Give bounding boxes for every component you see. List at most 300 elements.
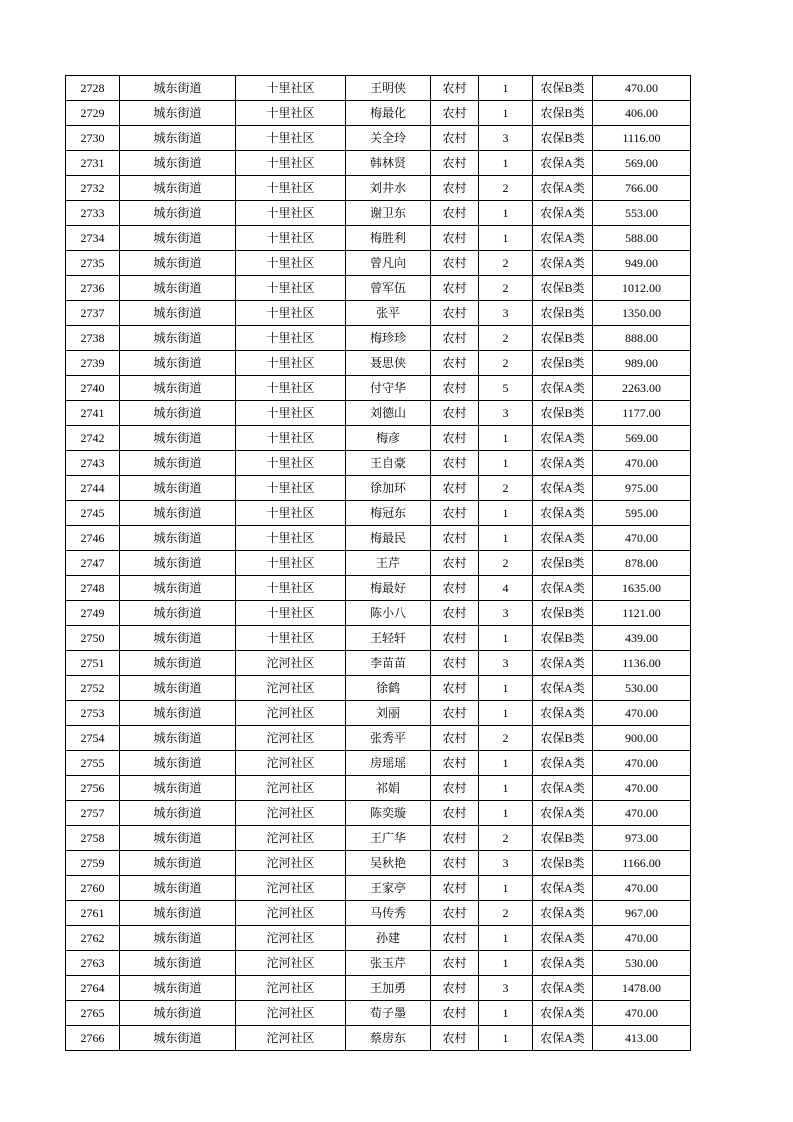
- cell-serial: 2761: [66, 901, 120, 926]
- cell-count: 1: [479, 951, 533, 976]
- cell-count: 1: [479, 876, 533, 901]
- cell-street: 城东街道: [120, 776, 236, 801]
- cell-community: 沱河社区: [236, 851, 346, 876]
- cell-name: 梅胜利: [346, 226, 431, 251]
- cell-insurance-type: 农保A类: [533, 151, 593, 176]
- cell-count: 1: [479, 226, 533, 251]
- cell-serial: 2744: [66, 476, 120, 501]
- cell-insurance-type: 农保B类: [533, 101, 593, 126]
- table-row: [66, 251, 691, 276]
- cell-amount: 588.00: [593, 226, 691, 251]
- cell-insurance-type: 农保B类: [533, 276, 593, 301]
- cell-community: 沱河社区: [236, 751, 346, 776]
- cell-name: 王芹: [346, 551, 431, 576]
- cell-amount: 470.00: [593, 1001, 691, 1026]
- cell-street: 城东街道: [120, 501, 236, 526]
- cell-community: 十里社区: [236, 76, 346, 101]
- records-table: [65, 75, 691, 1051]
- cell-category: 农村: [431, 526, 479, 551]
- table-row: [66, 376, 691, 401]
- cell-amount: 1136.00: [593, 651, 691, 676]
- table-row: [66, 1001, 691, 1026]
- cell-name: 梅冠东: [346, 501, 431, 526]
- cell-category: 农村: [431, 176, 479, 201]
- cell-insurance-type: 农保A类: [533, 926, 593, 951]
- cell-amount: 900.00: [593, 726, 691, 751]
- table-row: [66, 76, 691, 101]
- table-row: [66, 576, 691, 601]
- cell-count: 1: [479, 1001, 533, 1026]
- table-row: [66, 526, 691, 551]
- cell-serial: 2754: [66, 726, 120, 751]
- cell-category: 农村: [431, 851, 479, 876]
- cell-count: 2: [479, 176, 533, 201]
- cell-count: 1: [479, 101, 533, 126]
- cell-serial: 2742: [66, 426, 120, 451]
- cell-count: 3: [479, 126, 533, 151]
- cell-category: 农村: [431, 301, 479, 326]
- cell-amount: 1116.00: [593, 126, 691, 151]
- cell-street: 城东街道: [120, 651, 236, 676]
- table-row: [66, 126, 691, 151]
- cell-amount: 530.00: [593, 676, 691, 701]
- cell-category: 农村: [431, 751, 479, 776]
- cell-street: 城东街道: [120, 401, 236, 426]
- cell-insurance-type: 农保B类: [533, 551, 593, 576]
- table-row: [66, 426, 691, 451]
- cell-name: 徐鹤: [346, 676, 431, 701]
- cell-insurance-type: 农保B类: [533, 626, 593, 651]
- cell-category: 农村: [431, 201, 479, 226]
- cell-amount: 766.00: [593, 176, 691, 201]
- cell-count: 1: [479, 1026, 533, 1051]
- table-row: [66, 676, 691, 701]
- cell-category: 农村: [431, 576, 479, 601]
- table-row: [66, 551, 691, 576]
- cell-insurance-type: 农保B类: [533, 851, 593, 876]
- cell-name: 王轻轩: [346, 626, 431, 651]
- cell-community: 十里社区: [236, 626, 346, 651]
- cell-category: 农村: [431, 276, 479, 301]
- cell-name: 梅最化: [346, 101, 431, 126]
- cell-community: 十里社区: [236, 451, 346, 476]
- cell-serial: 2753: [66, 701, 120, 726]
- cell-name: 谢卫东: [346, 201, 431, 226]
- cell-serial: 2747: [66, 551, 120, 576]
- cell-community: 沱河社区: [236, 926, 346, 951]
- table-row: [66, 151, 691, 176]
- cell-category: 农村: [431, 826, 479, 851]
- cell-category: 农村: [431, 726, 479, 751]
- cell-community: 十里社区: [236, 501, 346, 526]
- cell-count: 1: [479, 926, 533, 951]
- cell-serial: 2748: [66, 576, 120, 601]
- cell-amount: 1177.00: [593, 401, 691, 426]
- cell-count: 5: [479, 376, 533, 401]
- table-row: [66, 476, 691, 501]
- cell-count: 3: [479, 301, 533, 326]
- cell-serial: 2765: [66, 1001, 120, 1026]
- cell-street: 城东街道: [120, 676, 236, 701]
- cell-amount: 470.00: [593, 876, 691, 901]
- cell-amount: 595.00: [593, 501, 691, 526]
- cell-street: 城东街道: [120, 576, 236, 601]
- cell-category: 农村: [431, 776, 479, 801]
- cell-serial: 2730: [66, 126, 120, 151]
- cell-insurance-type: 农保B类: [533, 401, 593, 426]
- cell-community: 沱河社区: [236, 726, 346, 751]
- cell-insurance-type: 农保A类: [533, 701, 593, 726]
- cell-count: 4: [479, 576, 533, 601]
- table-row: [66, 401, 691, 426]
- cell-community: 沱河社区: [236, 976, 346, 1001]
- cell-insurance-type: 农保B类: [533, 126, 593, 151]
- cell-category: 农村: [431, 651, 479, 676]
- table-row: [66, 351, 691, 376]
- cell-count: 2: [479, 251, 533, 276]
- cell-insurance-type: 农保A类: [533, 876, 593, 901]
- cell-community: 沱河社区: [236, 1001, 346, 1026]
- cell-street: 城东街道: [120, 426, 236, 451]
- cell-name: 李苗苗: [346, 651, 431, 676]
- table-row: [66, 801, 691, 826]
- cell-serial: 2733: [66, 201, 120, 226]
- cell-name: 王明侠: [346, 76, 431, 101]
- cell-count: 2: [479, 726, 533, 751]
- cell-community: 沱河社区: [236, 876, 346, 901]
- table-row: [66, 926, 691, 951]
- table-row: [66, 301, 691, 326]
- cell-insurance-type: 农保A类: [533, 1001, 593, 1026]
- cell-insurance-type: 农保A类: [533, 201, 593, 226]
- cell-category: 农村: [431, 601, 479, 626]
- cell-street: 城东街道: [120, 551, 236, 576]
- cell-community: 十里社区: [236, 576, 346, 601]
- cell-street: 城东街道: [120, 276, 236, 301]
- cell-name: 陈奕璇: [346, 801, 431, 826]
- cell-amount: 470.00: [593, 76, 691, 101]
- cell-serial: 2750: [66, 626, 120, 651]
- cell-insurance-type: 农保A类: [533, 676, 593, 701]
- cell-community: 十里社区: [236, 551, 346, 576]
- cell-amount: 1012.00: [593, 276, 691, 301]
- cell-count: 2: [479, 276, 533, 301]
- table-row: [66, 876, 691, 901]
- cell-count: 1: [479, 501, 533, 526]
- cell-count: 3: [479, 976, 533, 1001]
- cell-insurance-type: 农保A类: [533, 1026, 593, 1051]
- cell-count: 3: [479, 601, 533, 626]
- cell-category: 农村: [431, 76, 479, 101]
- cell-amount: 1350.00: [593, 301, 691, 326]
- cell-serial: 2766: [66, 1026, 120, 1051]
- cell-count: 1: [479, 426, 533, 451]
- cell-amount: 439.00: [593, 626, 691, 651]
- cell-category: 农村: [431, 426, 479, 451]
- cell-serial: 2736: [66, 276, 120, 301]
- cell-amount: 967.00: [593, 901, 691, 926]
- cell-name: 房瑶瑶: [346, 751, 431, 776]
- cell-amount: 975.00: [593, 476, 691, 501]
- cell-count: 1: [479, 451, 533, 476]
- cell-category: 农村: [431, 876, 479, 901]
- cell-category: 农村: [431, 676, 479, 701]
- cell-category: 农村: [431, 151, 479, 176]
- cell-street: 城东街道: [120, 951, 236, 976]
- cell-amount: 569.00: [593, 426, 691, 451]
- cell-category: 农村: [431, 701, 479, 726]
- cell-count: 3: [479, 851, 533, 876]
- cell-street: 城东街道: [120, 1026, 236, 1051]
- table-row: [66, 651, 691, 676]
- cell-community: 沱河社区: [236, 901, 346, 926]
- cell-community: 十里社区: [236, 401, 346, 426]
- cell-insurance-type: 农保A类: [533, 776, 593, 801]
- cell-amount: 470.00: [593, 451, 691, 476]
- cell-community: 十里社区: [236, 176, 346, 201]
- cell-name: 韩林贤: [346, 151, 431, 176]
- cell-insurance-type: 农保A类: [533, 376, 593, 401]
- cell-community: 十里社区: [236, 426, 346, 451]
- cell-street: 城东街道: [120, 526, 236, 551]
- cell-name: 王广华: [346, 826, 431, 851]
- cell-amount: 888.00: [593, 326, 691, 351]
- cell-serial: 2728: [66, 76, 120, 101]
- cell-name: 梅彦: [346, 426, 431, 451]
- cell-name: 吴秋艳: [346, 851, 431, 876]
- cell-category: 农村: [431, 326, 479, 351]
- cell-name: 荀子墨: [346, 1001, 431, 1026]
- cell-count: 1: [479, 151, 533, 176]
- table-row: [66, 701, 691, 726]
- cell-insurance-type: 农保A类: [533, 751, 593, 776]
- cell-category: 农村: [431, 126, 479, 151]
- cell-community: 十里社区: [236, 126, 346, 151]
- cell-amount: 878.00: [593, 551, 691, 576]
- cell-serial: 2735: [66, 251, 120, 276]
- cell-name: 刘德山: [346, 401, 431, 426]
- cell-street: 城东街道: [120, 876, 236, 901]
- cell-serial: 2745: [66, 501, 120, 526]
- cell-amount: 973.00: [593, 826, 691, 851]
- cell-street: 城东街道: [120, 701, 236, 726]
- cell-count: 1: [479, 801, 533, 826]
- cell-serial: 2759: [66, 851, 120, 876]
- cell-category: 农村: [431, 951, 479, 976]
- cell-community: 十里社区: [236, 326, 346, 351]
- cell-street: 城东街道: [120, 476, 236, 501]
- cell-community: 沱河社区: [236, 801, 346, 826]
- cell-name: 刘井水: [346, 176, 431, 201]
- table-row: [66, 626, 691, 651]
- cell-amount: 470.00: [593, 776, 691, 801]
- cell-street: 城东街道: [120, 351, 236, 376]
- cell-insurance-type: 农保A类: [533, 526, 593, 551]
- cell-count: 1: [479, 626, 533, 651]
- cell-community: 十里社区: [236, 201, 346, 226]
- cell-category: 农村: [431, 901, 479, 926]
- cell-name: 马传秀: [346, 901, 431, 926]
- cell-insurance-type: 农保B类: [533, 351, 593, 376]
- cell-serial: 2739: [66, 351, 120, 376]
- cell-amount: 989.00: [593, 351, 691, 376]
- cell-street: 城东街道: [120, 326, 236, 351]
- cell-street: 城东街道: [120, 301, 236, 326]
- cell-serial: 2755: [66, 751, 120, 776]
- cell-serial: 2752: [66, 676, 120, 701]
- cell-insurance-type: 农保A类: [533, 651, 593, 676]
- cell-street: 城东街道: [120, 851, 236, 876]
- cell-insurance-type: 农保A类: [533, 476, 593, 501]
- table-row: [66, 776, 691, 801]
- table-row: [66, 101, 691, 126]
- cell-community: 沱河社区: [236, 951, 346, 976]
- cell-category: 农村: [431, 976, 479, 1001]
- table-row: [66, 751, 691, 776]
- cell-street: 城东街道: [120, 601, 236, 626]
- cell-name: 王家亭: [346, 876, 431, 901]
- cell-category: 农村: [431, 926, 479, 951]
- cell-category: 农村: [431, 476, 479, 501]
- cell-community: 十里社区: [236, 301, 346, 326]
- cell-insurance-type: 农保B类: [533, 601, 593, 626]
- cell-count: 3: [479, 651, 533, 676]
- cell-name: 陈小八: [346, 601, 431, 626]
- cell-name: 张玉芹: [346, 951, 431, 976]
- cell-name: 张秀平: [346, 726, 431, 751]
- table-row: [66, 326, 691, 351]
- cell-serial: 2732: [66, 176, 120, 201]
- cell-name: 曾凡向: [346, 251, 431, 276]
- table-row: [66, 826, 691, 851]
- cell-name: 梅最好: [346, 576, 431, 601]
- cell-serial: 2756: [66, 776, 120, 801]
- cell-serial: 2757: [66, 801, 120, 826]
- cell-serial: 2738: [66, 326, 120, 351]
- cell-amount: 406.00: [593, 101, 691, 126]
- cell-count: 1: [479, 201, 533, 226]
- cell-community: 十里社区: [236, 376, 346, 401]
- cell-name: 徐加环: [346, 476, 431, 501]
- cell-serial: 2760: [66, 876, 120, 901]
- cell-name: 梅最民: [346, 526, 431, 551]
- cell-community: 十里社区: [236, 276, 346, 301]
- table-row: [66, 226, 691, 251]
- cell-insurance-type: 农保B类: [533, 76, 593, 101]
- cell-insurance-type: 农保B类: [533, 826, 593, 851]
- cell-amount: 1478.00: [593, 976, 691, 1001]
- cell-category: 农村: [431, 226, 479, 251]
- cell-serial: 2731: [66, 151, 120, 176]
- cell-community: 十里社区: [236, 251, 346, 276]
- cell-insurance-type: 农保A类: [533, 501, 593, 526]
- cell-street: 城东街道: [120, 451, 236, 476]
- cell-count: 1: [479, 776, 533, 801]
- cell-count: 2: [479, 351, 533, 376]
- cell-insurance-type: 农保B类: [533, 326, 593, 351]
- cell-street: 城东街道: [120, 926, 236, 951]
- cell-count: 2: [479, 901, 533, 926]
- records-table-body: [66, 76, 691, 1051]
- cell-count: 3: [479, 401, 533, 426]
- cell-count: 1: [479, 526, 533, 551]
- cell-category: 农村: [431, 1001, 479, 1026]
- table-row: [66, 726, 691, 751]
- cell-serial: 2751: [66, 651, 120, 676]
- cell-community: 十里社区: [236, 151, 346, 176]
- table-row: [66, 976, 691, 1001]
- cell-category: 农村: [431, 626, 479, 651]
- cell-amount: 470.00: [593, 751, 691, 776]
- cell-street: 城东街道: [120, 1001, 236, 1026]
- cell-community: 沱河社区: [236, 651, 346, 676]
- cell-name: 蔡房东: [346, 1026, 431, 1051]
- cell-name: 孙建: [346, 926, 431, 951]
- cell-street: 城东街道: [120, 376, 236, 401]
- cell-serial: 2741: [66, 401, 120, 426]
- cell-street: 城东街道: [120, 626, 236, 651]
- cell-category: 农村: [431, 376, 479, 401]
- cell-name: 曾军伍: [346, 276, 431, 301]
- cell-street: 城东街道: [120, 101, 236, 126]
- cell-amount: 413.00: [593, 1026, 691, 1051]
- cell-street: 城东街道: [120, 201, 236, 226]
- cell-street: 城东街道: [120, 76, 236, 101]
- cell-amount: 470.00: [593, 701, 691, 726]
- cell-category: 农村: [431, 1026, 479, 1051]
- cell-community: 沱河社区: [236, 1026, 346, 1051]
- cell-count: 1: [479, 76, 533, 101]
- cell-name: 张平: [346, 301, 431, 326]
- cell-street: 城东街道: [120, 726, 236, 751]
- cell-community: 沱河社区: [236, 676, 346, 701]
- cell-insurance-type: 农保A类: [533, 226, 593, 251]
- cell-category: 农村: [431, 251, 479, 276]
- cell-insurance-type: 农保A类: [533, 801, 593, 826]
- table-row: [66, 601, 691, 626]
- cell-serial: 2746: [66, 526, 120, 551]
- cell-count: 2: [479, 476, 533, 501]
- cell-street: 城东街道: [120, 176, 236, 201]
- cell-street: 城东街道: [120, 901, 236, 926]
- cell-category: 农村: [431, 551, 479, 576]
- cell-name: 王自豪: [346, 451, 431, 476]
- cell-amount: 2263.00: [593, 376, 691, 401]
- cell-serial: 2734: [66, 226, 120, 251]
- cell-insurance-type: 农保A类: [533, 901, 593, 926]
- table-row: [66, 851, 691, 876]
- table-row: [66, 1026, 691, 1051]
- cell-name: 王加勇: [346, 976, 431, 1001]
- cell-insurance-type: 农保A类: [533, 976, 593, 1001]
- cell-community: 十里社区: [236, 351, 346, 376]
- table-row: [66, 901, 691, 926]
- cell-insurance-type: 农保A类: [533, 951, 593, 976]
- cell-serial: 2758: [66, 826, 120, 851]
- cell-amount: 1166.00: [593, 851, 691, 876]
- cell-community: 沱河社区: [236, 776, 346, 801]
- cell-category: 农村: [431, 351, 479, 376]
- cell-insurance-type: 农保A类: [533, 426, 593, 451]
- cell-street: 城东街道: [120, 226, 236, 251]
- cell-category: 农村: [431, 801, 479, 826]
- cell-serial: 2743: [66, 451, 120, 476]
- table-row: [66, 276, 691, 301]
- cell-name: 刘丽: [346, 701, 431, 726]
- cell-amount: 470.00: [593, 801, 691, 826]
- cell-serial: 2749: [66, 601, 120, 626]
- cell-serial: 2763: [66, 951, 120, 976]
